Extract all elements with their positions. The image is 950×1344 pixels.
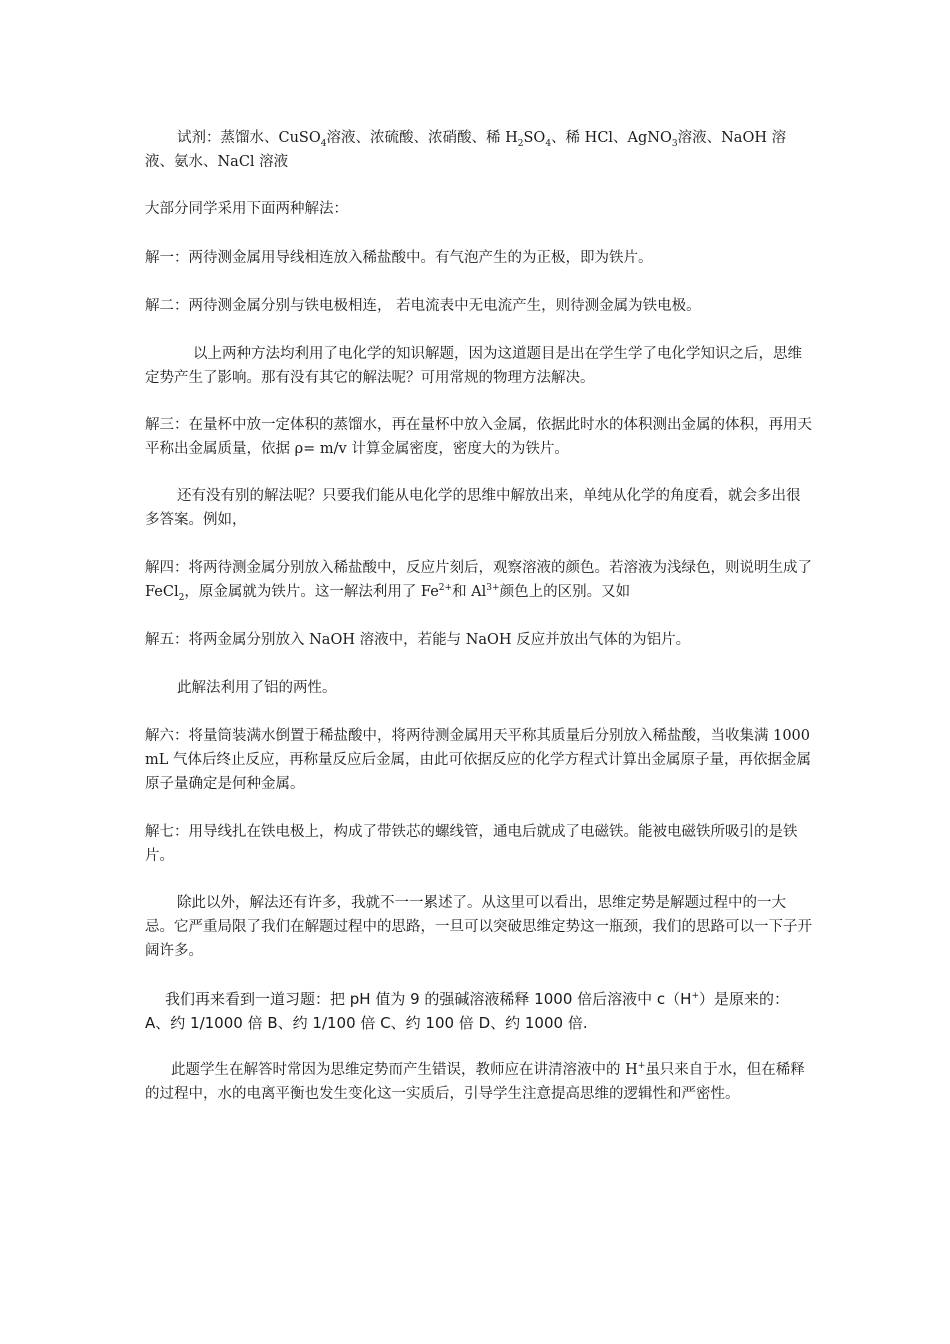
comment-3-paragraph: 此解法利用了铝的两性。 (177, 680, 337, 696)
superscript: + (691, 991, 699, 1001)
superscript: 2+ (438, 583, 453, 594)
solution-6-paragraph: 解六：将量筒装满水倒置于稀盐酸中，将两待测金属用天平称其质量后分别放入稀盐酸，当收集满 1000mL 气体后终止反应，再称量反应后金属，由此可依据反应的化学方程式计算出金属原子量，再依据金属原子量确定是何种金属。 (145, 728, 811, 792)
solution-2-paragraph: 解二：两待测金属分别与铁电极相连， 若电流表中无电流产生，则待测金属为铁电极。 (145, 298, 701, 314)
reagents-text-4: 、稀 HCl、AgNO (551, 130, 672, 146)
reagents-text-5: 溶液、NaOH 溶液、氨水、NaCl 溶液 (145, 130, 787, 170)
solution-4-text-1: 解四：将两待测金属分别放入稀盐酸中，反应片刻后，观察溶液的颜色。若溶液为浅绿色，则说明生成了 FeCl (145, 560, 812, 600)
solution-5-paragraph: 解五：将两金属分别放入 NaOH 溶液中，若能与 NaOH 反应并放出气体的为铝片。 (145, 632, 691, 648)
subscript: 2 (517, 138, 524, 149)
comment-4-paragraph: 除此以外，解法还有许多，我就不一一累述了。从这里可以看出，思维定势是解题过程中的一大忌。它严重局限了我们在解题过程中的思路，一旦可以突破思维定势这一瓶颈，我们的思路可以一下子开阔许多。 (145, 895, 812, 959)
superscript: + (637, 1061, 646, 1072)
conclusion-text-2: 虽只来自于水，但在稀释的过程中，水的电离平衡也发生变化这一实质后，引导学生注意提高思维的逻辑性和严密性。 (145, 1062, 805, 1102)
comment-2-paragraph: 还有没有别的解法呢？只要我们能从电化学的思维中解放出来，单纯从化学的角度看，就会多出很多答案。例如， (145, 488, 801, 528)
intro-paragraph: 大部分同学采用下面两种解法： (145, 201, 348, 217)
subscript: 3 (671, 138, 678, 149)
conclusion-paragraph (145, 1058, 813, 1106)
reagents-text-3: SO (523, 130, 546, 146)
problem-text-1: 我们再来看到一道习题：把 pH 值为 9 的强碱溶液稀释 1000 倍后溶液中 c（H (165, 990, 692, 1008)
solution-3-paragraph: 解三：在量杯中放一定体积的蒸馏水，再在量杯中放入金属，依据此时水的体积测出金属的体积，再用天平称出金属质量，依据 ρ= m/v 计算金属密度，密度大的为铁片。 (145, 417, 812, 457)
subscript: 4 (320, 138, 327, 149)
superscript: 3+ (486, 583, 500, 594)
problem-text-2: ）是原来的：A、约 1/1000 倍 B、约 1/100 倍 C、约 100 倍 D、约 1000 倍. (145, 990, 789, 1032)
solution-4-text-3: 和 Al (452, 584, 487, 600)
reagents-text-2: 溶液、浓硫酸、浓硝酸、稀 H (326, 130, 518, 146)
conclusion-text-1: 此题学生在解答时常因为思维定势而产生错误，教师应在讲清溶液中的 H (171, 1062, 638, 1078)
comment-1-paragraph: 以上两种方法均利用了电化学的知识解题，因为这道题目是出在学生学了电化学知识之后，思维定势产生了影响。那有没有其它的解法呢？可用常规的物理方法解决。 (145, 346, 802, 386)
solution-4-text-2: ，原金属就为铁片。这一解法利用了 Fe (184, 584, 439, 600)
solution-4-text-4: 颜色上的区别。又如 (499, 584, 631, 600)
subscript: 4 (545, 138, 552, 149)
reagents-text-1: 试剂：蒸馏水、CuSO (177, 130, 321, 146)
solution-4-paragraph (145, 556, 813, 604)
solution-1-paragraph: 解一：两待测金属用导线相连放入稀盐酸中。有气泡产生的为正极，即为铁片。 (145, 250, 653, 266)
reagents-paragraph (145, 126, 813, 174)
problem-paragraph (145, 987, 813, 1035)
solution-7-paragraph: 解七：用导线扎在铁电极上，构成了带铁芯的螺线管，通电后就成了电磁铁。能被电磁铁所吸引的是铁片。 (145, 824, 798, 864)
subscript: 2 (178, 592, 185, 603)
